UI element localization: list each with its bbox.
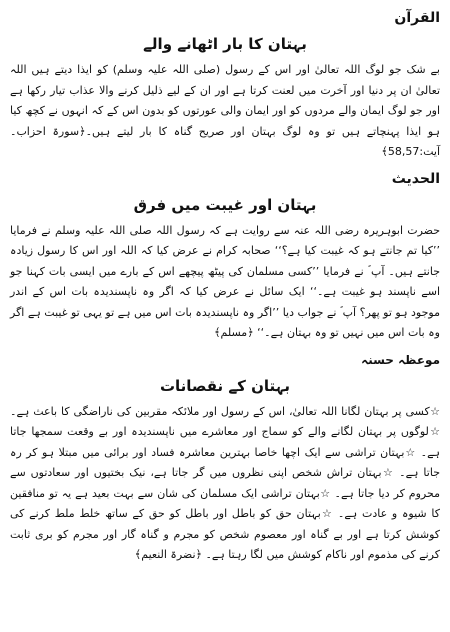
quran-body: بے شک جو لوگ اللہ تعالیٰ اور اس کے رسول (صلی اللہ علیہ وسلم) کو ایذا دیتے ہیں اللہ تعالیٰ ان پر دنیا اور آخرت میں لعنت کرتا ہے اور ان کے لیے ذلیل کرنے والا عذاب تیار رکھا ہے اور جو لوگ ایمان والے مردوں کو اور ایمان والی عورتوں کو بدون اس کے کہ انہوں نے کچھ کیا ہو ایذا پہنچاتے ہیں تو وہ لوگ بہتان اور صریح گناہ کا بار لیتے ہیں۔﴿سورۃ احزاب۔ آیت:58,57﴾: [10, 63, 440, 158]
hadith-section: [10, 169, 440, 344]
hadith-title: بہتان اور غیبت میں فرق: [133, 195, 317, 214]
quran-heading: القرآن: [394, 10, 440, 26]
sermon-title: بہتان کے نقصانات: [159, 376, 291, 395]
sermon-section: [10, 350, 440, 566]
sermon-body: ☆کسی پر بہتان لگانا اللہ تعالیٰ، اس کے رسول اور ملائکہ مقربین کی ناراضگی کا باعث ہے۔ ☆لوگوں پر بہتان لگانے والے کو سماج اور معاشرے میں ناپسندیدہ اور بے وقعت سمجھا جاتا ہے۔ ☆بہتان تراشی سے ایک اچھا خاصا بہترین معاشرہ فساد اور برائی میں مبتلا ہو کر رہ جاتا ہے۔ ☆بہتان تراش شخص اپنی نظروں میں گر جاتا ہے، نیک بختیوں اور سعادتوں سے محروم کر دیا جاتا ہے۔ ☆بہتان تراشی ایک مسلمان کی شان سے بہت بعید ہے یہ تو منافقین کا شیوہ و عادت ہے۔ ☆بہتان حق کو باطل اور باطل کو حق کے ساتھ خلط ملط کرنے کی کوشش کرتا ہے اور بے گناہ اور معصوم شخص کو مجرم و گناہ گار اور مجرم کو بری ثابت کرنے کی مذموم اور ناکام کوشش میں لگا رہتا ہے۔ ﴿نضرۃ النعیم﴾: [10, 404, 440, 561]
quran-section: [10, 8, 440, 163]
sermon-heading: موعظہ حسنہ: [361, 352, 440, 367]
hadith-body: حضرت ابوہریرہ رضی اللہ عنہ سے روایت ہے کہ رسول اللہ صلی اللہ علیہ وسلم نے فرمایا ’’کیا تم جانتے ہو کہ غیبت کیا ہے؟‘‘ صحابہ کرام نے عرض کیا کہ اللہ اور اس کا رسول زیادہ جانتے ہیں۔ آپ ؐ نے فرمایا ’’کسی مسلمان کی پیٹھ پیچھے اس کے بارے میں ایسی بات کہنا جو اسے ناپسند ہو غیبت ہے۔‘‘ ایک سائل نے عرض کیا کہ اگر وہ ناپسندیدہ بات اس کے اندر موجود ہو تو پھر؟ آپ ؐ نے جواب دیا ’’اگر وہ ناپسندیدہ بات اس میں ہے تو یہی تو غیبت ہے اگر وہ بات اس میں نہیں تو وہ بہتان ہے۔‘‘ ﴿مسلم﴾: [10, 223, 440, 339]
hadith-heading: الحدیث: [391, 170, 440, 187]
quran-title: بہتان کا بار اٹھانے والے: [143, 35, 307, 53]
